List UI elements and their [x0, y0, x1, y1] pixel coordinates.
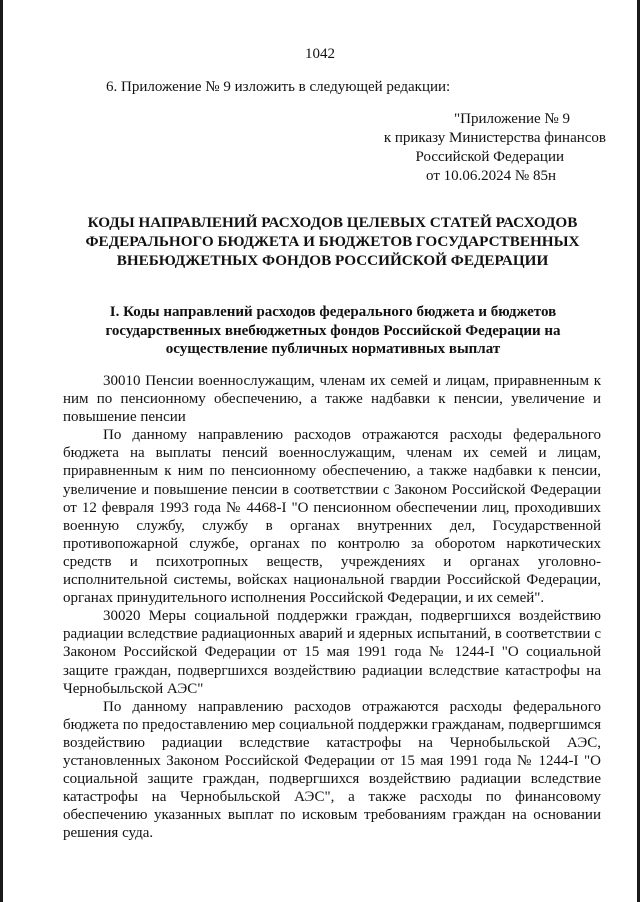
scan-border-left: [0, 0, 3, 902]
appendix-line-4: от 10.06.2024 № 85н: [426, 168, 556, 184]
appendix-header: [370, 110, 606, 186]
appendix-line-1: "Приложение № 9: [454, 111, 570, 127]
body-text: [63, 372, 601, 842]
paragraph-30020-description: По данному направлению расходов отражаются расходы федерального бюджета по предоставлению мер социальной поддержки гражданам, подвергшимся воздействию радиации вследствие катастрофы на Чернобыльской АЭС, установленных Законом Российской Федерации от 15 мая 1991 года № 1244-I "О социальной защите граждан, подвергшихся воздействию радиации вследствие катастрофы на Чернобыльской АЭС", а также расходы по финансовому обеспечению указанных выплат по исковым требованиям граждан на основании решения суда.: [63, 698, 601, 842]
section-title: I. Коды направлений расходов федерального бюджета и бюджетов государственных внебюджетных фондов Российской Федерации на осуществление публичных нормативных выплат: [105, 304, 561, 357]
document-title: КОДЫ НАПРАВЛЕНИЙ РАСХОДОВ ЦЕЛЕВЫХ СТАТЕЙ РАСХОДОВ ФЕДЕРАЛЬНОГО БЮДЖЕТА И БЮДЖЕТОВ ГОСУДАРСТВЕННЫХ ВНЕБЮДЖЕТНЫХ ФОНДОВ РОССИЙСКОЙ ФЕДЕРАЦИИ: [85, 214, 580, 269]
paragraph-30020-heading: 30020 Меры социальной поддержки граждан, подвергшихся воздействию радиации вследствие радиационных аварий и ядерных испытаний, в соответствии с Законом Российской Федерации от 15 мая 1991 года № 1244-I "О социальной защите граждан, подвергшихся воздействию радиации вследствие катастрофы на Чернобыльской АЭС": [63, 608, 601, 697]
appendix-line-2: к приказу Министерства финансов: [383, 130, 606, 146]
appendix-line-3: Российской Федерации: [415, 149, 564, 165]
paragraph-30010-description: По данному направлению расходов отражаются расходы федерального бюджета на выплаты пенсий военнослужащим, членам их семей и лицам, приравненным к ним по пенсионному обеспечению, а также надбавки к пенсии, увеличение и повышение пенсии в соответствии с Законом Российской Федерации от 12 февраля 1993 года № 4468-I "О пенсионном обеспечении лиц, проходивших военную службу, службу в органах внутренних дел, Государственной противопожарной службе, органах по контролю за оборотом наркотических средств и психотропных веществ, учреждениях и органах уголовно-исполнительной системы, войсках национальной гвардии Российской Федерации, органах принудительного исполнения Российской Федерации, и их семей".: [63, 427, 601, 607]
intro-line: 6. Приложение № 9 изложить в следующей редакции:: [106, 79, 451, 95]
page-number: 1042: [305, 46, 335, 62]
paragraph-30010-heading: 30010 Пенсии военнослужащим, членам их семей и лицам, приравненным к ним по пенсионному обеспечению, а также надбавки к пенсии, увеличение и повышение пенсии: [63, 373, 601, 426]
